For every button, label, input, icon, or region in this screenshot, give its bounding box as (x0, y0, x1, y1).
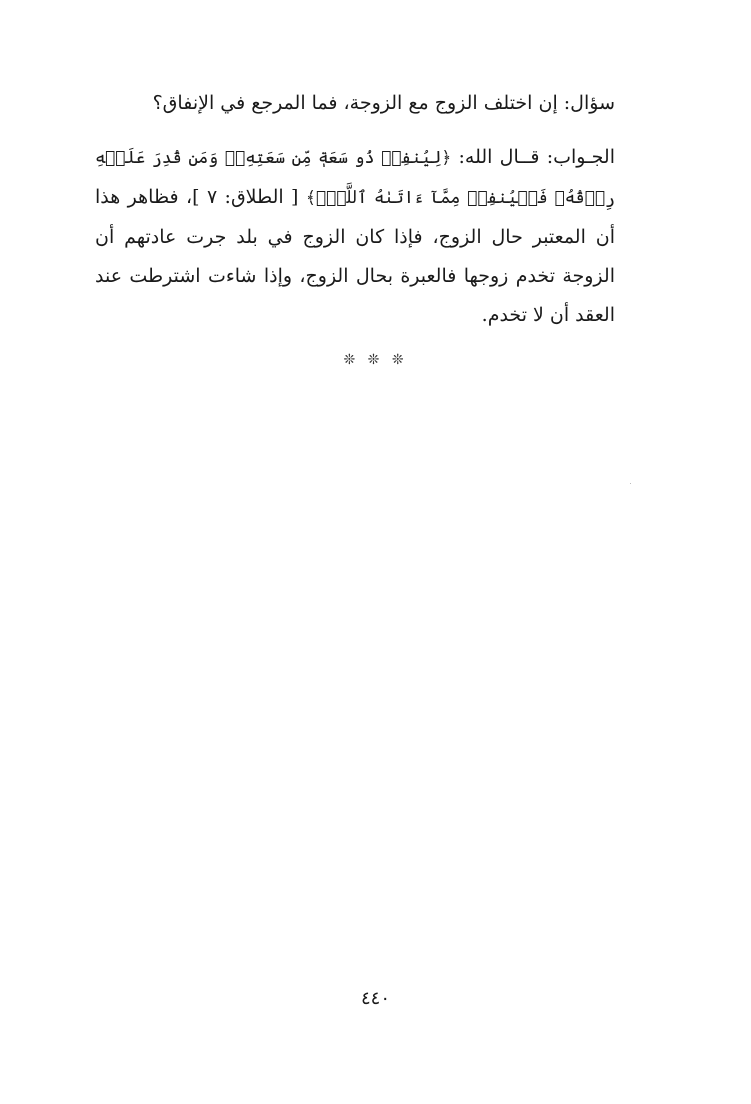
quran-verse: ﴿لِيُنفِقۡ ذُو سَعَةٖ مِّن سَعَتِهِۦۖ وَمَن قُدِرَ عَلَيۡهِ رِزۡقُهُۥ فَلۡيُنفِقۡ مِمَّآ ءَاتَىٰهُ ٱللَّهُۚ﴾ (95, 148, 616, 208)
question-paragraph (95, 88, 615, 118)
answer-body: ، فظاهر هذا أن المعتبر حال الزوج، فإذا كان الزوج في بلد جرت عادتهم أن الزوجة تخدم زوجها فالعبرة بحال الزوج، وإذا شاءت اشترطت عند العقد أن لا تخدم. (95, 186, 615, 326)
speck-mark (630, 483, 631, 484)
question-text: : إن اختلف الزوج مع الزوجة، فما المرجع في الإنفاق؟ (152, 92, 571, 114)
section-separator: ❊ ❊ ❊ (343, 352, 408, 368)
answer-label: الجـواب (553, 146, 615, 168)
answer-intro: : قــال الله: (451, 146, 554, 168)
answer-paragraph (95, 138, 615, 335)
verse-citation: [ الطلاق: ٧ ] (192, 186, 306, 208)
page-number: ٤٤٠ (360, 988, 390, 1009)
question-label: سؤال (570, 92, 615, 114)
